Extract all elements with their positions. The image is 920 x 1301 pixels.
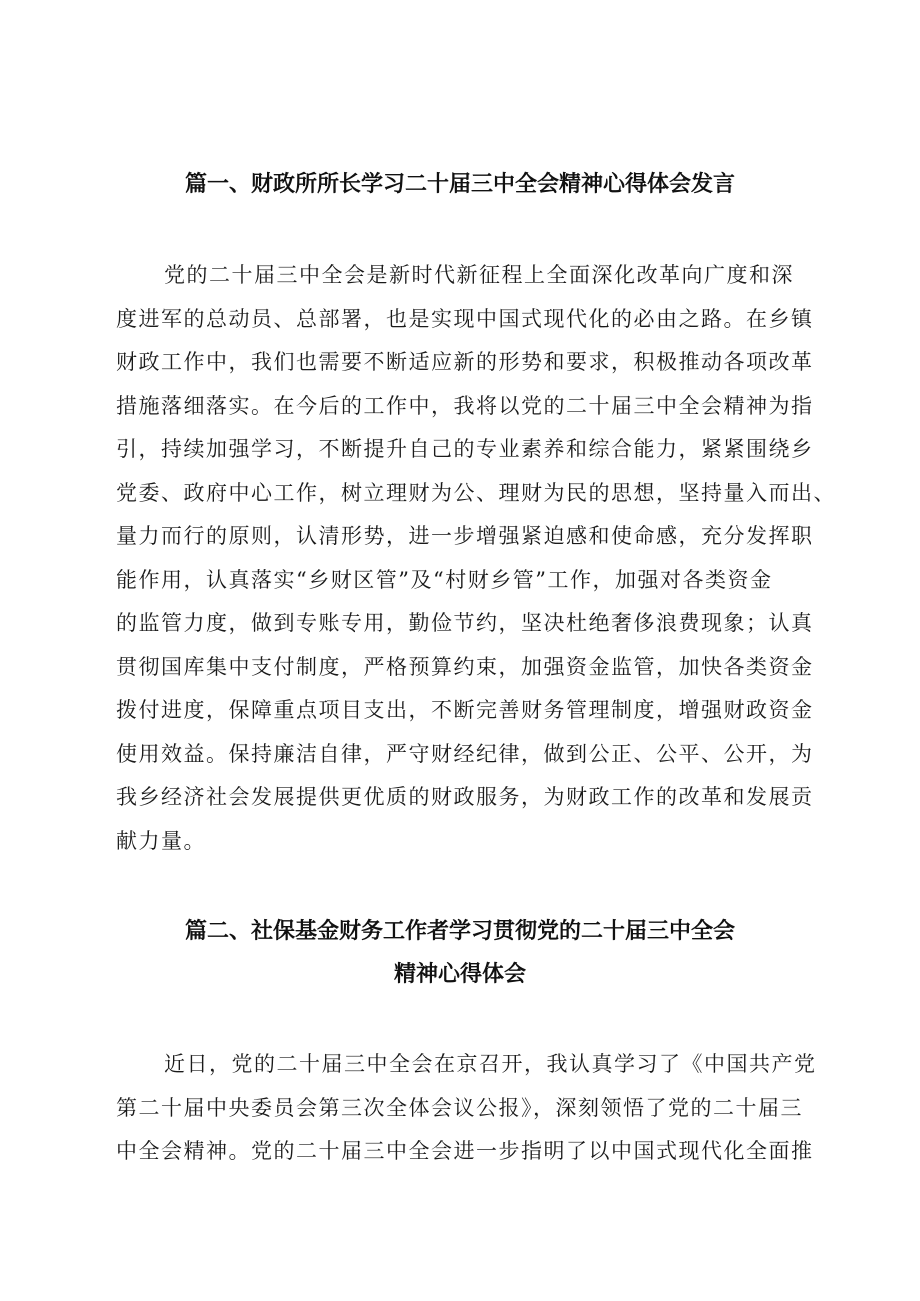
section-1-title (0, 163, 920, 206)
section-2-title (0, 910, 920, 996)
section-1-title-text: 篇一、财政所所长学习二十届三中全会精神心得体会发言 (184, 172, 735, 197)
section-2-title-line-2: 精神心得体会 (393, 962, 526, 987)
paragraph-line: 我乡经济社会发展提供更优质的财政服务，为财政工作的改革和发展贡 (116, 785, 814, 809)
paragraph-line: 中全会精神。党的二十届三中全会进一步指明了以中国式现代化全面推 (116, 1139, 814, 1163)
paragraph-line: 贯彻国库集中支付制度，严格预算约束，加强资金监管，加快各类资金 (116, 654, 814, 679)
paragraph-line: 能作用，认真落实“乡财区管”及“村财乡管”工作，加强对各类资金 (116, 567, 773, 592)
paragraph-line: 使用效益。保持廉洁自律，严守财经纪律，做到公正、公平、公开，为 (116, 741, 814, 766)
paragraph-line: 献力量。 (116, 828, 206, 853)
paragraph-line: 党委、政府中心工作，树立理财为公、理财为民的思想，坚持量入而出、 (116, 480, 836, 505)
section-1-paragraph (116, 254, 836, 863)
section-2-title-line-1: 篇二、社保基金财务工作者学习贯彻党的二十届三中全会 (184, 919, 735, 944)
paragraph-line: 措施落细落实。在今后的工作中，我将以党的二十届三中全会精神为指 (116, 393, 814, 418)
paragraph-line: 量力而行的原则，认清形势，进一步增强紧迫感和使命感，充分发挥职 (116, 524, 814, 548)
section-2-paragraph (116, 1043, 836, 1174)
paragraph-line: 度进军的总动员、总部署，也是实现中国式现代化的必由之路。在乡镇 (116, 306, 814, 331)
paragraph-line: 第二十届中央委员会第三次全体会议公报》，深刻领悟了党的二十届三 (116, 1095, 803, 1120)
paragraph-line: 拨付进度，保障重点项目支出，不断完善财务管理制度，增强财政资金 (116, 698, 814, 722)
paragraph-line: 近日，党的二十届三中全会在京召开，我认真学习了《中国共产党 (164, 1052, 817, 1076)
paragraph-line: 党的二十届三中全会是新时代新征程上全面深化改革向广度和深 (164, 263, 794, 287)
paragraph-line: 财政工作中，我们也需要不断适应新的形势和要求，积极推动各项改革 (116, 350, 814, 374)
paragraph-line: 的监管力度，做到专账专用，勤俭节约，坚决杜绝奢侈浪费现象；认真 (116, 611, 814, 635)
paragraph-line: 引，持续加强学习，不断提升自己的专业素养和综合能力，紧紧围绕乡 (116, 437, 814, 461)
